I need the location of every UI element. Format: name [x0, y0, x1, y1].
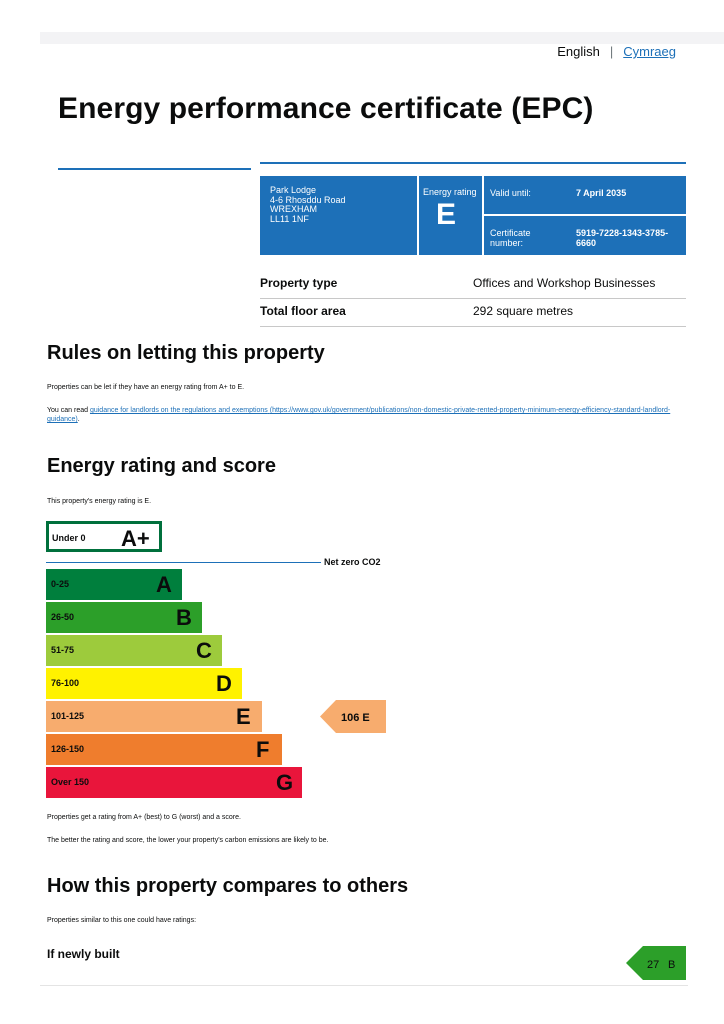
energy-rating-label: Energy rating	[423, 187, 477, 197]
language-switcher	[557, 44, 676, 59]
certificate-number-line: 6660	[576, 238, 597, 248]
bottom-rule	[40, 985, 688, 986]
band-letter: G	[276, 770, 294, 795]
band-letter: F	[256, 737, 270, 762]
newly-built-score: 27	[647, 959, 660, 971]
compare-heading: How this property compares to others	[47, 875, 409, 897]
property-address	[270, 186, 346, 224]
certificate-number-label	[490, 228, 550, 248]
band-a	[46, 569, 182, 600]
address-line: LL11 1NF	[270, 213, 309, 224]
band-letter: A+	[121, 526, 150, 551]
property-type-label: Property type	[260, 276, 338, 290]
band-range: 101-125	[51, 711, 85, 721]
certificate-summary-panel	[260, 176, 686, 255]
band-range: 0-25	[51, 579, 70, 589]
floor-area-label: Total floor area	[260, 304, 346, 318]
language-separator: |	[609, 44, 614, 59]
guidance-link-text[interactable]: guidance for landlords on the regulations and exemptions	[89, 407, 268, 414]
floor-area-value: 292 square metres	[473, 304, 574, 318]
rating-heading: Energy rating and score	[47, 455, 276, 477]
address-line: Park Lodge	[270, 185, 317, 195]
valid-until-label: Valid until:	[490, 188, 531, 198]
certificate-label-line: number:	[490, 238, 524, 248]
rules-heading: Rules on letting this property	[47, 342, 325, 364]
band-g	[46, 767, 302, 798]
guidance-link[interactable]	[47, 407, 670, 423]
rating-note-2: The better the rating and score, the lower your property's carbon emissions are likely to be.	[47, 837, 329, 844]
band-letter: A	[156, 572, 172, 597]
valid-until-value: 7 April 2035	[576, 188, 627, 198]
floor-area-row	[260, 299, 686, 327]
net-zero-line	[46, 562, 321, 563]
top-bar	[40, 32, 724, 44]
page-title: Energy performance certificate (EPC)	[58, 92, 594, 125]
band-aplus	[46, 521, 162, 552]
panel-divider	[484, 214, 686, 216]
newly-built-rating-arrow	[626, 946, 686, 980]
band-range: 126-150	[51, 744, 85, 754]
band-f	[46, 734, 282, 765]
band-letter: C	[196, 638, 212, 663]
band-range: 51-75	[51, 645, 75, 655]
band-d	[46, 668, 242, 699]
band-c	[46, 635, 222, 666]
compare-intro: Properties similar to this one could have ratings:	[47, 917, 197, 924]
rating-note-1: Properties get a rating from A+ (best) to G (worst) and a score.	[47, 814, 241, 821]
band-letter: E	[236, 704, 251, 729]
newly-built-rating: B	[668, 959, 676, 971]
band-range: 26-50	[51, 612, 75, 622]
rules-text: Properties can be let if they have an energy rating from A+ to E.	[47, 384, 245, 391]
band-letter: B	[176, 605, 192, 630]
energy-rating-chart	[46, 521, 406, 806]
newly-built-label: If newly built	[47, 947, 120, 961]
language-link-cymraeg[interactable]: Cymraeg	[623, 44, 676, 59]
band-range: Under 0	[52, 533, 86, 543]
summary-top-rule	[260, 162, 686, 164]
rating-intro: This property's energy rating is E.	[47, 498, 152, 505]
address-line: WREXHAM	[270, 204, 317, 214]
certificate-label-line: Certificate	[490, 228, 531, 238]
current-rating-label: 106 E	[341, 712, 370, 724]
guidance-link-url[interactable]: (https://www.gov.uk/government/publications/non-domestic-private-rented-property-minimum-energy-efficiency-standard-landlord-guidance)	[47, 407, 671, 423]
address-line: 4-6 Rhosddu Road	[270, 194, 346, 205]
language-current: English	[557, 44, 600, 59]
guidance-prefix: You can read	[47, 407, 90, 414]
title-underline	[58, 168, 251, 170]
current-rating-arrow	[320, 700, 386, 733]
certificate-number-value	[576, 228, 676, 248]
property-type-value: Offices and Workshop Businesses	[473, 276, 656, 290]
rules-guidance-text	[47, 406, 677, 424]
property-type-row	[260, 271, 686, 299]
net-zero-label: Net zero CO2	[324, 557, 381, 567]
certificate-number-line: 5919-7228-1343-3785-	[576, 228, 669, 238]
panel-divider	[417, 176, 419, 255]
band-range: 76-100	[51, 678, 80, 688]
guidance-suffix: .	[77, 416, 80, 423]
band-b	[46, 602, 202, 633]
band-range: Over 150	[51, 777, 90, 787]
band-letter: D	[216, 671, 232, 696]
energy-rating-letter: E	[436, 198, 457, 231]
band-e	[46, 701, 262, 732]
